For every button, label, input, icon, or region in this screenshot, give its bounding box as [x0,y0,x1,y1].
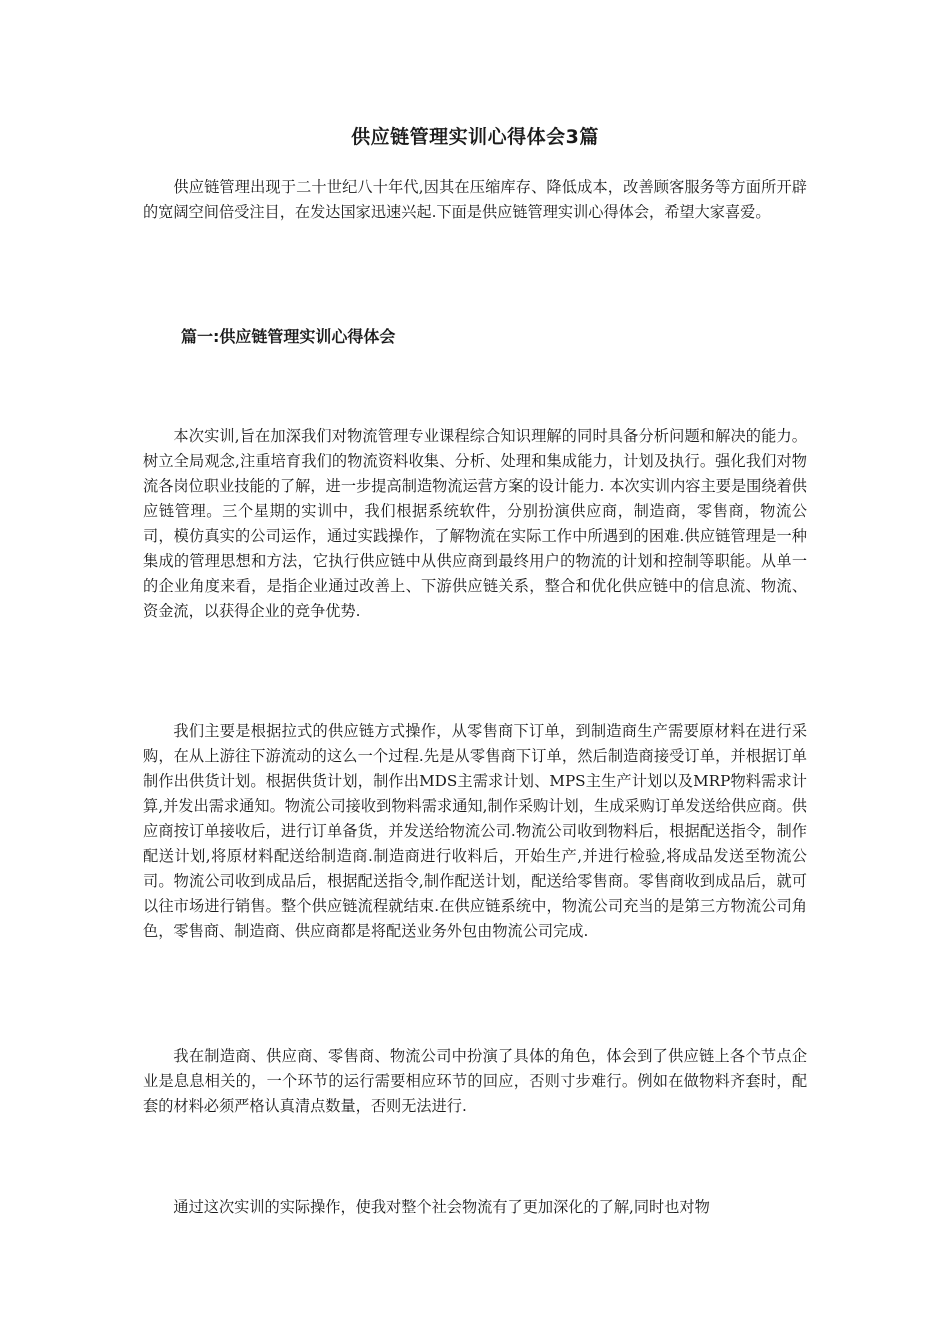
body-paragraph-1: 本次实训,旨在加深我们对物流管理专业课程综合知识理解的同时具备分析问题和解决的能力。树立全局观念,注重培育我们的物流资料收集、分析、处理和集成能力，计划及执行。强化我们对物流各岗位职业技能的了解，进一步提高制造物流运营方案的设计能力. 本次实训内容主要是围绕着供应链管理。三个星期的实训中，我们根据系统软件，分别扮演供应商，制造商，零售商，物流公司，模仿真实的公司运作，通过实践操作，了解物流在实际工作中所遇到的困难.供应链管理是一种集成的管理思想和方法，它执行供应链中从供应商到最终用户的物流的计划和控制等职能。从单一的企业角度来看，是指企业通过改善上、下游供应链关系，整合和优化供应链中的信息流、物流、资金流，以获得企业的竞争优势. [143,427,807,620]
section-heading: 篇一:供应链管理实训心得体会 [181,327,396,346]
intro-paragraph: 供应链管理出现于二十世纪八十年代,因其在压缩库存、降低成本，改善顾客服务等方面所开辟的宽阔空间倍受注目，在发达国家迅速兴起.下面是供应链管理实训心得体会，希望大家喜爱。 [143,178,807,221]
document-title: 供应链管理实训心得体会3篇 [351,126,599,148]
body-paragraph-2: 我们主要是根据拉式的供应链方式操作，从零售商下订单，到制造商生产需要原材料在进行采购，在从上游往下游流动的这么一个过程.先是从零售商下订单，然后制造商接受订单，并根据订单制作出供货计划。根据供货计划，制作出MDS主需求计划、MPS主生产计划以及MRP物料需求计算,并发出需求通知。物流公司接收到物料需求通知,制作采购计划，生成采购订单发送给供应商。供应商按订单接收后，进行订单备货，并发送给物流公司.物流公司收到物料后，根据配送指令，制作配送计划,将原材料配送给制造商.制造商进行收料后，开始生产,并进行检验,将成品发送至物流公司。物流公司收到成品后，根据配送指令,制作配送计划，配送给零售商。零售商收到成品后，就可以往市场进行销售。整个供应链流程就结束.在供应链系统中，物流公司充当的是第三方物流公司角色，零售商、制造商、供应商都是将配送业务外包由物流公司完成. [143,722,807,940]
body-paragraph-3: 我在制造商、供应商、零售商、物流公司中扮演了具体的角色，体会到了供应链上各个节点企业是息息相关的，一个环节的运行需要相应环节的回应，否则寸步难行。例如在做物料齐套时，配套的材料必须严格认真清点数量，否则无法进行. [143,1047,807,1115]
body-paragraph-4: 通过这次实训的实际操作，使我对整个社会物流有了更加深化的了解,同时也对物 [173,1198,710,1216]
